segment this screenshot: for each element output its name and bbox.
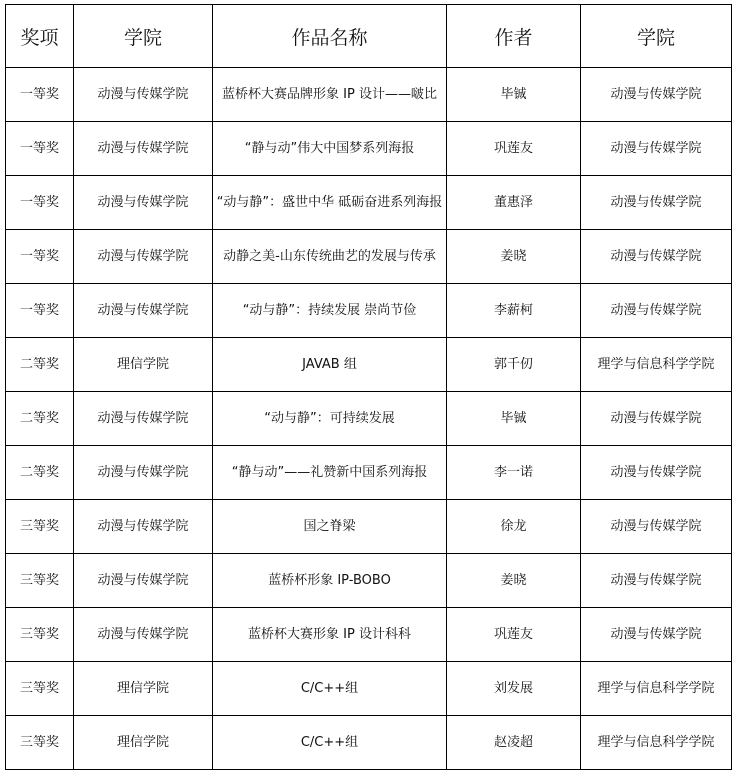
college-cell: 动漫与传媒学院: [74, 68, 213, 122]
table-row: [6, 392, 732, 446]
work-title-cell: “动与静”：可持续发展: [213, 392, 447, 446]
award-cell: 二等奖: [6, 446, 74, 500]
table-row: [6, 662, 732, 716]
table-row: [6, 446, 732, 500]
table-row: [6, 500, 732, 554]
header-award: 奖项: [6, 5, 74, 68]
college-cell: 动漫与传媒学院: [74, 284, 213, 338]
work-title-cell: “静与动”伟大中国梦系列海报: [213, 122, 447, 176]
college-cell: 动漫与传媒学院: [74, 122, 213, 176]
table-row: [6, 176, 732, 230]
author-cell: 刘发展: [447, 662, 581, 716]
award-cell: 二等奖: [6, 392, 74, 446]
header-work: 作品名称: [213, 5, 447, 68]
author-cell: 巩莲友: [447, 608, 581, 662]
award-cell: 一等奖: [6, 68, 74, 122]
table-row: [6, 608, 732, 662]
award-cell: 一等奖: [6, 176, 74, 230]
award-cell: 三等奖: [6, 500, 74, 554]
award-cell: 一等奖: [6, 284, 74, 338]
awards-table: [5, 4, 732, 770]
header-author: 作者: [447, 5, 581, 68]
author-cell: 董惠泽: [447, 176, 581, 230]
college-cell: 动漫与传媒学院: [74, 392, 213, 446]
author-college-cell: 动漫与传媒学院: [581, 284, 732, 338]
author-college-cell: 动漫与传媒学院: [581, 176, 732, 230]
award-cell: 三等奖: [6, 608, 74, 662]
author-cell: 徐龙: [447, 500, 581, 554]
author-cell: 姜晓: [447, 554, 581, 608]
work-title-cell: 国之脊梁: [213, 500, 447, 554]
author-cell: 姜晓: [447, 230, 581, 284]
award-cell: 三等奖: [6, 554, 74, 608]
award-cell: 三等奖: [6, 662, 74, 716]
table-row: [6, 284, 732, 338]
author-college-cell: 理学与信息科学学院: [581, 662, 732, 716]
college-cell: 动漫与传媒学院: [74, 500, 213, 554]
author-college-cell: 理学与信息科学学院: [581, 338, 732, 392]
work-title-cell: 蓝桥杯形象 IP-BOBO: [213, 554, 447, 608]
header-row: [6, 5, 732, 68]
author-cell: 李薪柯: [447, 284, 581, 338]
author-cell: 巩莲友: [447, 122, 581, 176]
college-cell: 动漫与传媒学院: [74, 176, 213, 230]
college-cell: 动漫与传媒学院: [74, 608, 213, 662]
author-college-cell: 理学与信息科学学院: [581, 716, 732, 770]
work-title-cell: C/C++组: [213, 662, 447, 716]
author-college-cell: 动漫与传媒学院: [581, 500, 732, 554]
award-cell: 一等奖: [6, 122, 74, 176]
author-college-cell: 动漫与传媒学院: [581, 608, 732, 662]
author-cell: 毕铖: [447, 68, 581, 122]
author-cell: 毕铖: [447, 392, 581, 446]
work-title-cell: C/C++组: [213, 716, 447, 770]
work-title-cell: “静与动”——礼赞新中国系列海报: [213, 446, 447, 500]
table-row: [6, 716, 732, 770]
author-cell: 郭千仞: [447, 338, 581, 392]
award-cell: 三等奖: [6, 716, 74, 770]
college-cell: 理信学院: [74, 338, 213, 392]
author-college-cell: 动漫与传媒学院: [581, 122, 732, 176]
author-cell: 赵凌超: [447, 716, 581, 770]
work-title-cell: JAVAB 组: [213, 338, 447, 392]
author-college-cell: 动漫与传媒学院: [581, 554, 732, 608]
table-row: [6, 230, 732, 284]
work-title-cell: “动与静”：盛世中华 砥砺奋进系列海报: [213, 176, 447, 230]
author-college-cell: 动漫与传媒学院: [581, 446, 732, 500]
work-title-cell: 动静之美-山东传统曲艺的发展与传承: [213, 230, 447, 284]
college-cell: 理信学院: [74, 662, 213, 716]
author-cell: 李一诺: [447, 446, 581, 500]
author-college-cell: 动漫与传媒学院: [581, 68, 732, 122]
college-cell: 理信学院: [74, 716, 213, 770]
work-title-cell: 蓝桥杯大赛品牌形象 IP 设计——啵比: [213, 68, 447, 122]
header-college: 学院: [74, 5, 213, 68]
work-title-cell: “动与静”：持续发展 崇尚节俭: [213, 284, 447, 338]
header-college-2: 学院: [581, 5, 732, 68]
college-cell: 动漫与传媒学院: [74, 446, 213, 500]
author-college-cell: 动漫与传媒学院: [581, 230, 732, 284]
work-title-cell: 蓝桥杯大赛形象 IP 设计科科: [213, 608, 447, 662]
author-college-cell: 动漫与传媒学院: [581, 392, 732, 446]
award-cell: 二等奖: [6, 338, 74, 392]
table-body: [6, 68, 732, 770]
table-row: [6, 68, 732, 122]
college-cell: 动漫与传媒学院: [74, 554, 213, 608]
table-row: [6, 122, 732, 176]
college-cell: 动漫与传媒学院: [74, 230, 213, 284]
table-row: [6, 554, 732, 608]
award-cell: 一等奖: [6, 230, 74, 284]
table-row: [6, 338, 732, 392]
